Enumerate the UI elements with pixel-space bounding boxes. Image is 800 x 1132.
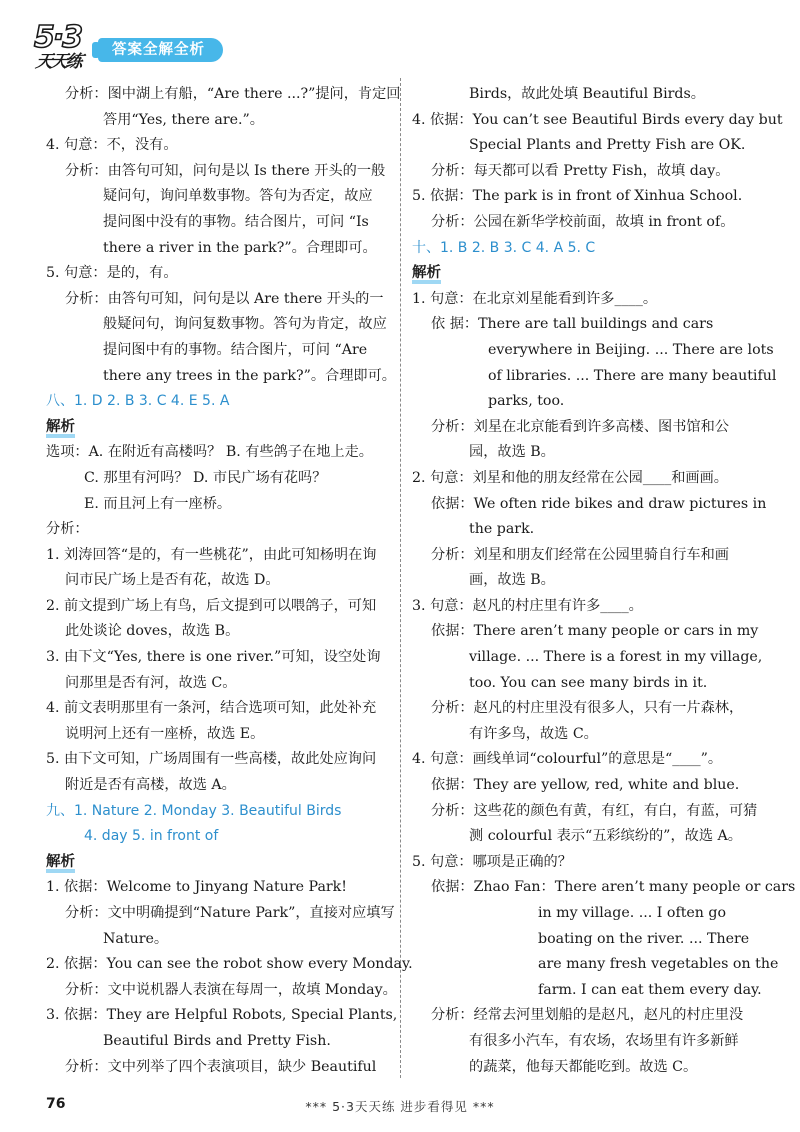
continuation-line: there a river in the park?”。合理即可。 xyxy=(103,239,377,256)
basis-line: 依据：There aren’t many people or cars in my xyxy=(431,623,759,640)
continuation-line: the park. xyxy=(469,521,535,538)
basis-line: 依据：Zhao Fan：There aren’t many people or cars xyxy=(431,879,796,896)
continuation-line: 测 colourful 表示“五彩缤纷的”，故选 A。 xyxy=(469,828,742,845)
column-divider xyxy=(400,78,401,1078)
analysis-line: 分析：刘星和朋友们经常在公园里骑自行车和画 xyxy=(431,546,729,563)
right-column xyxy=(412,82,796,1080)
continuation-line: Special Plants and Pretty Fish are OK. xyxy=(469,137,746,154)
continuation-line: 有许多鸟，故选 C。 xyxy=(469,725,598,742)
section-heading-row xyxy=(412,261,760,287)
answer-key: 九、1. Nature 2. Monday 3. Beautiful Birds xyxy=(46,802,342,819)
item-line: 2. 依据：You can see the robot show every Monday. xyxy=(46,956,413,973)
answer-banner: 答案全解全析 xyxy=(98,38,223,62)
continuation-line: village. ... There is a forest in my village, xyxy=(469,649,763,666)
item-line: 2. 句意：刘星和他的朋友经常在公园____和画画。 xyxy=(412,469,728,486)
analysis-line: 分析：文中列举了四个表演项目，缺少 Beautiful xyxy=(65,1058,377,1075)
section-heading-row xyxy=(46,850,390,876)
item-line: 2. 前文提到广场上有鸟，后文提到可以喂鸽子，可知 xyxy=(46,597,377,614)
logo-number: 5·3 xyxy=(34,20,82,55)
continuation-line: 有很多小汽车，有农场，农场里有许多新鲜 xyxy=(469,1032,739,1049)
basis-line: 依 据：There are tall buildings and cars xyxy=(431,316,714,333)
text-line: 分析： xyxy=(46,521,89,538)
continuation-line: 园，故选 B。 xyxy=(469,444,555,461)
analysis-line: 分析：由答句可知，问句是以 Are there 开头的一 xyxy=(65,290,384,307)
item-line: 3. 由下文“Yes, there is one river.”可知，设空处询 xyxy=(46,649,381,666)
continuation-line: 答用“Yes, there are.”。 xyxy=(103,111,264,128)
page-footer xyxy=(0,1096,800,1120)
item-line: 3. 依据：They are Helpful Robots, Special Plants, xyxy=(46,1007,398,1024)
logo-text: 天天练 xyxy=(34,52,83,72)
continuation-line: 般疑问句，询问复数事物。答句为肯定，故应 xyxy=(103,316,387,333)
footer-slogan: *** 5·3天天练 进步看得见 *** xyxy=(305,1099,495,1114)
continuation-line: 问那里是否有河，故选 C。 xyxy=(65,674,237,691)
option-line: C. 那里有河吗？ D. 市民广场有花吗？ xyxy=(84,469,327,486)
continuation-line: of libraries. ... There are many beautiful xyxy=(488,367,777,384)
continuation-line: 此处谈论 doves，故选 B。 xyxy=(65,623,240,640)
item-line: 4. 句意：画线单词“colourful”的意思是“____”。 xyxy=(412,751,723,768)
continuation-line: 画，故选 B。 xyxy=(469,572,555,589)
continuation-line: 提问图中有的事物。结合图片，可问 “Are xyxy=(103,341,368,358)
analysis-line: 分析：这些花的颜色有黄，有红，有白，有蓝，可猜 xyxy=(431,802,758,819)
answer-key: 4. day 5. in front of xyxy=(84,828,219,845)
analysis-line: 分析：经常去河里划船的是赵凡，赵凡的村庄里没 xyxy=(431,1007,744,1024)
continuation-line: 问市民广场上是否有花，故选 D。 xyxy=(65,572,280,589)
continuation-line: too. You can see many birds in it. xyxy=(469,674,708,691)
analysis-line: 分析：每天都可以看 Pretty Fish，故填 day。 xyxy=(431,162,730,179)
answer-key: 八、1. D 2. B 3. C 4. E 5. A xyxy=(46,393,230,410)
continuation-line: 提问图中没有的事物。结合图片，可问 “Is xyxy=(103,213,369,230)
continuation-line: 的蔬菜，他每天都能吃到。故选 C。 xyxy=(469,1058,698,1075)
item-line: 1. 句意：在北京刘星能看到许多____。 xyxy=(412,290,658,307)
analysis-line: 分析：图中湖上有船，“Are there ...?”提问，肯定回 xyxy=(65,86,401,102)
continuation-line: Birds，故此处填 Beautiful Birds。 xyxy=(469,86,705,102)
analysis-line: 分析：刘星在北京能看到许多高楼、图书馆和公 xyxy=(431,418,729,435)
item-line: 5. 句意：哪项是正确的？ xyxy=(412,853,572,870)
continuation-line: parks, too. xyxy=(488,393,565,410)
left-column xyxy=(46,82,413,1080)
item-line: 1. 刘涛回答“是的，有一些桃花”，由此可知杨明在询 xyxy=(46,546,377,563)
continuation-line: 说明河上还有一座桥，故选 E。 xyxy=(65,725,265,742)
item-line: 5. 由下文可知，广场周围有一些高楼，故此处应询问 xyxy=(46,751,377,768)
analysis-line: 分析：文中说机器人表演在每周一，故填 Monday。 xyxy=(65,981,397,998)
section-heading: 解析 xyxy=(46,418,75,438)
section-heading-row xyxy=(46,415,390,441)
item-line: 1. 依据：Welcome to Jinyang Nature Park! xyxy=(46,879,347,896)
section-heading: 解析 xyxy=(412,264,441,284)
continuation-line: everywhere in Beijing. ... There are lots xyxy=(488,341,774,358)
item-line: 5. 句意：是的，有。 xyxy=(46,265,178,282)
continuation-line: Nature。 xyxy=(103,930,169,947)
continuation-line: there any trees in the park?”。合理即可。 xyxy=(103,367,396,384)
item-line: 4. 依据：You can’t see Beautiful Birds every day but xyxy=(412,111,783,128)
analysis-line: 分析：赵凡的村庄里没有很多人，只有一片森林， xyxy=(431,700,744,717)
analysis-line: 分析：公园在新华学校前面，故填 in front of。 xyxy=(431,213,735,230)
text-line: 选项：A. 在附近有高楼吗？ B. 有些鸽子在地上走。 xyxy=(46,444,373,461)
continuation-line: Beautiful Birds and Pretty Fish. xyxy=(103,1032,331,1049)
quote-line: in my village. ... I often go xyxy=(538,905,727,921)
analysis-line: 分析：由答句可知，问句是以 Is there 开头的一般 xyxy=(65,162,386,179)
basis-line: 依据：We often ride bikes and draw pictures in xyxy=(431,495,767,512)
analysis-line: 分析：文中明确提到“Nature Park”，直接对应填写 xyxy=(65,905,395,921)
option-line: E. 而且河上有一座桥。 xyxy=(84,495,232,512)
quote-line: farm. I can eat them every day. xyxy=(538,981,762,998)
item-line: 4. 前文表明那里有一条河，结合选项可知，此处补充 xyxy=(46,700,377,717)
item-line: 3. 句意：赵凡的村庄里有许多____。 xyxy=(412,597,643,614)
basis-line: 依据：They are yellow, red, white and blue. xyxy=(431,777,740,794)
continuation-line: 附近是否有高楼，故选 A。 xyxy=(65,777,236,794)
page-number: 76 xyxy=(46,1096,66,1112)
quote-line: are many fresh vegetables on the xyxy=(538,956,779,973)
section-heading: 解析 xyxy=(46,853,75,873)
item-line: 5. 依据：The park is in front of Xinhua School. xyxy=(412,188,743,205)
answer-key: 十、1. B 2. B 3. C 4. A 5. C xyxy=(412,239,596,256)
item-line: 4. 句意：不，没有。 xyxy=(46,137,178,154)
continuation-line: 疑问句，询问单数事物。答句为否定，故应 xyxy=(103,188,373,205)
quote-line: boating on the river. ... There xyxy=(538,930,750,947)
